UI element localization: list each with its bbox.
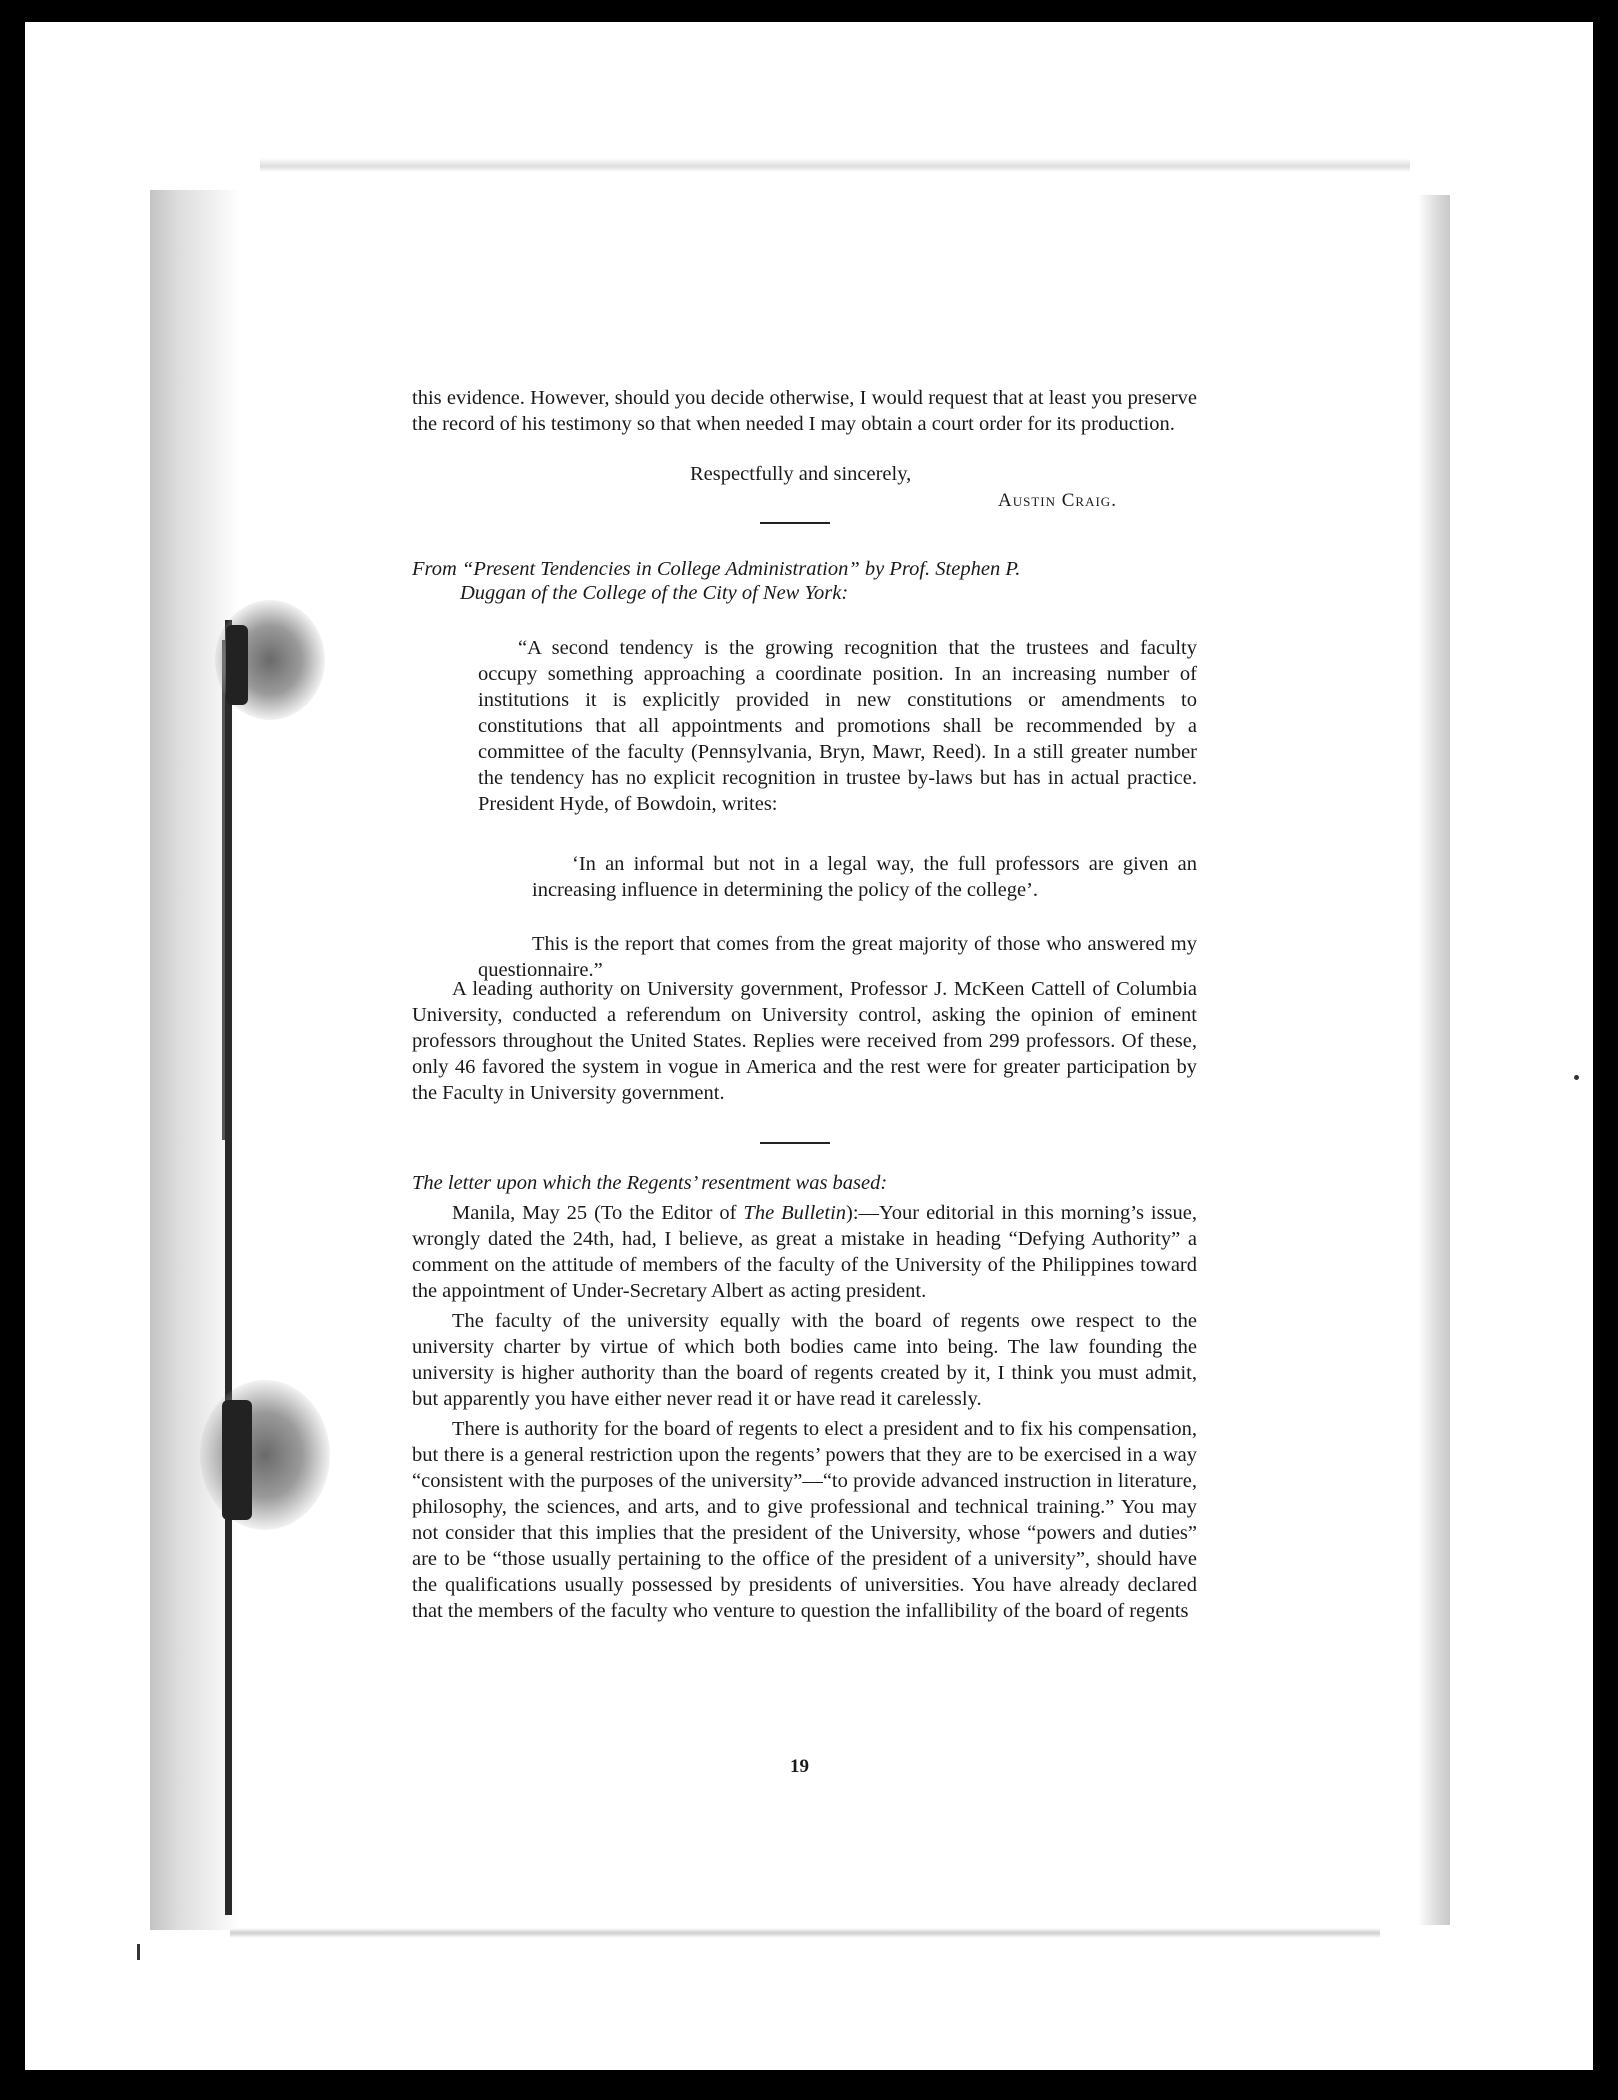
letter-opening-prefix: Manila, May 25 (To the Editor of — [452, 1202, 744, 1224]
letter-end-text: this evidence. However, should you decide otherwise, I would request that at least you preserve the record of his testimony so that when needed I may obtain a court order for its production. — [412, 387, 1197, 435]
newspaper-name: The Bulletin — [743, 1202, 847, 1224]
letter-end-paragraph — [412, 385, 1197, 437]
duggan-quote-paragraph-1 — [478, 614, 1197, 837]
cattell-paragraph — [412, 976, 1197, 1106]
cattell-text: A leading authority on University government, Professor J. McKeen Cattell of Columbia University, conducted a referendum on University control, asking the opinion of eminent professors throughout the United States. Replies were received from 299 professors. Of these, only 46 favored the system in vogue in America and the rest were for greater participation by the Faculty in University government. — [412, 978, 1197, 1104]
duggan-source-line-2: Duggan of the College of the City of New York: — [460, 582, 849, 604]
duggan-quote-text-2: This is the report that comes from the great majority of those who answered my questionnaire.” — [478, 932, 1197, 981]
section-divider-1 — [760, 522, 830, 524]
signer-name: Austin Craig. — [998, 490, 1117, 511]
letter-paragraph-3: There is authority for the board of regents to elect a president and to fix his compensation, but there is a general restriction upon the regents’ powers that they are to be exercised in a way “consistent with the purposes of the university”—“to provide advanced instruction in literature, philosophy, the sciences, and arts, and to give professional and technical training.” You may not consider that this implies that the president of the University, whose “powers and duties” are to be “those usually pertaining to the office of the president of a university”, should have the qualifications usually possessed by presidents of universities. You have already declared that the members of the faculty who venture to question the infallibility of the board of regents — [412, 1418, 1197, 1622]
letter-paragraph-1 — [412, 1200, 1197, 1304]
closing: Respectfully and sincerely, — [690, 463, 912, 485]
duggan-source-line-1: From “Present Tendencies in College Administration” by Prof. Stephen P. — [412, 558, 1021, 580]
duggan-quote-text-1: “A second tendency is the growing recognition that the trustees and faculty occupy something approaching a coordinate position. In an increasing number of institutions it is explicitly provided in new constitutions or amendments to constitutions that all appointments and promotions shall be recommended by a committee of the faculty (Pennsylvania, Bryn, Mawr, Reed). In a still greater number the tendency has no explicit recognition in trustee by-laws but has in actual practice. President Hyde, of Bowdoin, writes: — [478, 636, 1197, 815]
letter-opening-rest: ):—Your editorial in this morning’s issue, wrongly dated the 24th, had, I believe, as great a mistake in heading “Defying Authority” a comment on the attitude of members of the faculty of the University of the Philippines toward the appointment of Under-Secretary Albert as acting president. — [412, 1202, 1197, 1302]
section-divider-2 — [760, 1142, 830, 1144]
letter-paragraph-2: The faculty of the university equally with the board of regents owe respect to the university charter by virtue of which both bodies came into being. The law founding the university is higher authority than the board of regents created by it, I think you must admit, but apparently you have either never read it or have read it carelessly. — [412, 1310, 1197, 1410]
letter-body — [412, 1200, 1197, 1624]
page-number: 19 — [790, 1756, 809, 1777]
letter-heading: The letter upon which the Regents’ resentment was based: — [412, 1172, 888, 1194]
hyde-quote-text: ‘In an informal but not in a legal way, the full professors are given an increasing influence in determining the policy of the college’. — [532, 852, 1197, 901]
